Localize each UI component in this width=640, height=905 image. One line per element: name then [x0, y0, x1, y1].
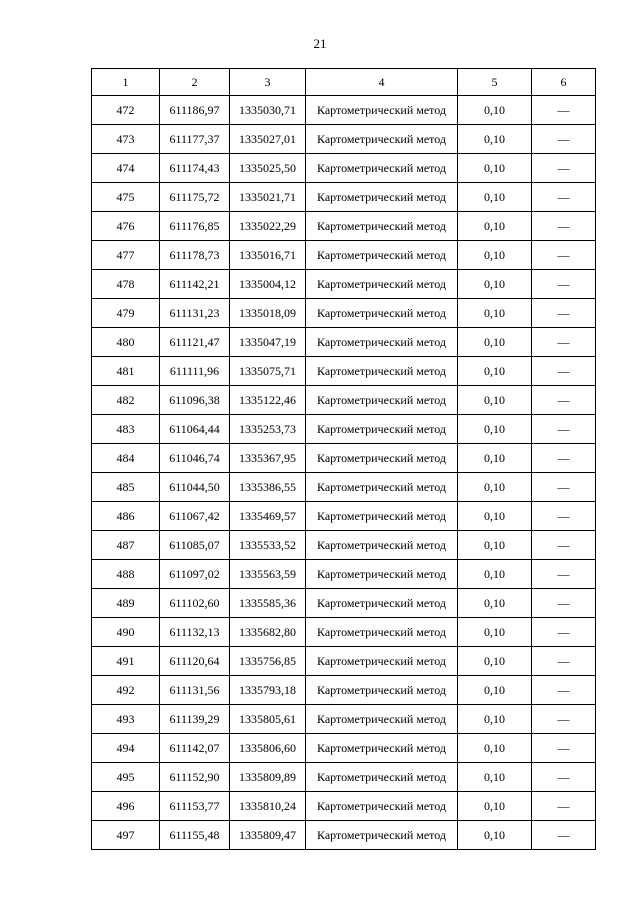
x-coordinate-cell: 611152,90	[160, 763, 230, 792]
method-cell: Картометрический метод	[306, 502, 458, 531]
table-row	[92, 763, 596, 792]
y-coordinate-cell: 1335805,61	[230, 705, 306, 734]
table-row	[92, 96, 596, 125]
method-cell: Картометрический метод	[306, 531, 458, 560]
method-cell: Картометрический метод	[306, 734, 458, 763]
accuracy-cell: 0,10	[458, 328, 532, 357]
point-number-cell: 486	[92, 502, 160, 531]
method-cell: Картометрический метод	[306, 676, 458, 705]
accuracy-cell: 0,10	[458, 560, 532, 589]
note-cell: —	[532, 357, 596, 386]
note-cell: —	[532, 386, 596, 415]
method-cell: Картометрический метод	[306, 705, 458, 734]
y-coordinate-cell: 1335122,46	[230, 386, 306, 415]
y-coordinate-cell: 1335047,19	[230, 328, 306, 357]
table-row	[92, 328, 596, 357]
table-row	[92, 154, 596, 183]
table-row	[92, 502, 596, 531]
column-header: 4	[306, 69, 458, 96]
x-coordinate-cell: 611132,13	[160, 618, 230, 647]
x-coordinate-cell: 611067,42	[160, 502, 230, 531]
y-coordinate-cell: 1335016,71	[230, 241, 306, 270]
method-cell: Картометрический метод	[306, 154, 458, 183]
x-coordinate-cell: 611044,50	[160, 473, 230, 502]
point-number-cell: 487	[92, 531, 160, 560]
table-body	[92, 96, 596, 850]
x-coordinate-cell: 611186,97	[160, 96, 230, 125]
table-header	[92, 69, 596, 96]
point-number-cell: 472	[92, 96, 160, 125]
accuracy-cell: 0,10	[458, 125, 532, 154]
x-coordinate-cell: 611178,73	[160, 241, 230, 270]
point-number-cell: 480	[92, 328, 160, 357]
note-cell: —	[532, 560, 596, 589]
point-number-cell: 497	[92, 821, 160, 850]
y-coordinate-cell: 1335533,52	[230, 531, 306, 560]
note-cell: —	[532, 212, 596, 241]
accuracy-cell: 0,10	[458, 444, 532, 473]
table-row	[92, 212, 596, 241]
accuracy-cell: 0,10	[458, 299, 532, 328]
table-row	[92, 241, 596, 270]
column-header: 3	[230, 69, 306, 96]
point-number-cell: 475	[92, 183, 160, 212]
y-coordinate-cell: 1335810,24	[230, 792, 306, 821]
y-coordinate-cell: 1335809,89	[230, 763, 306, 792]
point-number-cell: 482	[92, 386, 160, 415]
note-cell: —	[532, 618, 596, 647]
accuracy-cell: 0,10	[458, 473, 532, 502]
y-coordinate-cell: 1335809,47	[230, 821, 306, 850]
method-cell: Картометрический метод	[306, 647, 458, 676]
point-number-cell: 491	[92, 647, 160, 676]
y-coordinate-cell: 1335018,09	[230, 299, 306, 328]
x-coordinate-cell: 611139,29	[160, 705, 230, 734]
accuracy-cell: 0,10	[458, 357, 532, 386]
x-coordinate-cell: 611176,85	[160, 212, 230, 241]
x-coordinate-cell: 611085,07	[160, 531, 230, 560]
accuracy-cell: 0,10	[458, 618, 532, 647]
method-cell: Картометрический метод	[306, 241, 458, 270]
accuracy-cell: 0,10	[458, 415, 532, 444]
header-row	[92, 69, 596, 96]
table-row	[92, 183, 596, 212]
y-coordinate-cell: 1335027,01	[230, 125, 306, 154]
x-coordinate-cell: 611142,07	[160, 734, 230, 763]
point-number-cell: 496	[92, 792, 160, 821]
table-row	[92, 444, 596, 473]
column-header: 2	[160, 69, 230, 96]
x-coordinate-cell: 611102,60	[160, 589, 230, 618]
point-number-cell: 490	[92, 618, 160, 647]
table-row	[92, 560, 596, 589]
note-cell: —	[532, 183, 596, 212]
x-coordinate-cell: 611111,96	[160, 357, 230, 386]
method-cell: Картометрический метод	[306, 357, 458, 386]
accuracy-cell: 0,10	[458, 154, 532, 183]
y-coordinate-cell: 1335025,50	[230, 154, 306, 183]
y-coordinate-cell: 1335756,85	[230, 647, 306, 676]
method-cell: Картометрический метод	[306, 125, 458, 154]
method-cell: Картометрический метод	[306, 183, 458, 212]
x-coordinate-cell: 611131,56	[160, 676, 230, 705]
note-cell: —	[532, 415, 596, 444]
point-number-cell: 485	[92, 473, 160, 502]
x-coordinate-cell: 611142,21	[160, 270, 230, 299]
x-coordinate-cell: 611175,72	[160, 183, 230, 212]
table-row	[92, 386, 596, 415]
table-row	[92, 270, 596, 299]
point-number-cell: 494	[92, 734, 160, 763]
accuracy-cell: 0,10	[458, 647, 532, 676]
note-cell: —	[532, 792, 596, 821]
note-cell: —	[532, 125, 596, 154]
y-coordinate-cell: 1335386,55	[230, 473, 306, 502]
page-number: 21	[313, 36, 327, 51]
method-cell: Картометрический метод	[306, 299, 458, 328]
accuracy-cell: 0,10	[458, 531, 532, 560]
point-number-cell: 493	[92, 705, 160, 734]
x-coordinate-cell: 611120,64	[160, 647, 230, 676]
note-cell: —	[532, 676, 596, 705]
y-coordinate-cell: 1335021,71	[230, 183, 306, 212]
column-header: 5	[458, 69, 532, 96]
table-row	[92, 821, 596, 850]
y-coordinate-cell: 1335367,95	[230, 444, 306, 473]
y-coordinate-cell: 1335469,57	[230, 502, 306, 531]
note-cell: —	[532, 531, 596, 560]
method-cell: Картометрический метод	[306, 618, 458, 647]
column-header: 1	[92, 69, 160, 96]
method-cell: Картометрический метод	[306, 415, 458, 444]
table-row	[92, 618, 596, 647]
accuracy-cell: 0,10	[458, 821, 532, 850]
note-cell: —	[532, 734, 596, 763]
method-cell: Картометрический метод	[306, 792, 458, 821]
point-number-cell: 483	[92, 415, 160, 444]
accuracy-cell: 0,10	[458, 792, 532, 821]
note-cell: —	[532, 763, 596, 792]
x-coordinate-cell: 611064,44	[160, 415, 230, 444]
table-row	[92, 473, 596, 502]
method-cell: Картометрический метод	[306, 212, 458, 241]
note-cell: —	[532, 502, 596, 531]
point-number-cell: 477	[92, 241, 160, 270]
method-cell: Картометрический метод	[306, 560, 458, 589]
accuracy-cell: 0,10	[458, 502, 532, 531]
x-coordinate-cell: 611046,74	[160, 444, 230, 473]
point-number-cell: 484	[92, 444, 160, 473]
point-number-cell: 489	[92, 589, 160, 618]
point-number-cell: 476	[92, 212, 160, 241]
y-coordinate-cell: 1335004,12	[230, 270, 306, 299]
note-cell: —	[532, 270, 596, 299]
x-coordinate-cell: 611096,38	[160, 386, 230, 415]
table-row	[92, 589, 596, 618]
y-coordinate-cell: 1335585,36	[230, 589, 306, 618]
accuracy-cell: 0,10	[458, 676, 532, 705]
note-cell: —	[532, 821, 596, 850]
accuracy-cell: 0,10	[458, 386, 532, 415]
column-header: 6	[532, 69, 596, 96]
table-row	[92, 647, 596, 676]
x-coordinate-cell: 611097,02	[160, 560, 230, 589]
y-coordinate-cell: 1335563,59	[230, 560, 306, 589]
table-row	[92, 125, 596, 154]
table-row	[92, 676, 596, 705]
note-cell: —	[532, 473, 596, 502]
table-row	[92, 792, 596, 821]
point-number-cell: 492	[92, 676, 160, 705]
table-row	[92, 705, 596, 734]
note-cell: —	[532, 96, 596, 125]
y-coordinate-cell: 1335793,18	[230, 676, 306, 705]
method-cell: Картометрический метод	[306, 821, 458, 850]
y-coordinate-cell: 1335806,60	[230, 734, 306, 763]
accuracy-cell: 0,10	[458, 212, 532, 241]
y-coordinate-cell: 1335022,29	[230, 212, 306, 241]
x-coordinate-cell: 611155,48	[160, 821, 230, 850]
note-cell: —	[532, 241, 596, 270]
method-cell: Картометрический метод	[306, 473, 458, 502]
point-number-cell: 474	[92, 154, 160, 183]
note-cell: —	[532, 647, 596, 676]
table-row	[92, 299, 596, 328]
table-row	[92, 415, 596, 444]
note-cell: —	[532, 328, 596, 357]
point-number-cell: 488	[92, 560, 160, 589]
accuracy-cell: 0,10	[458, 734, 532, 763]
accuracy-cell: 0,10	[458, 241, 532, 270]
point-number-cell: 478	[92, 270, 160, 299]
method-cell: Картометрический метод	[306, 328, 458, 357]
x-coordinate-cell: 611174,43	[160, 154, 230, 183]
accuracy-cell: 0,10	[458, 705, 532, 734]
note-cell: —	[532, 444, 596, 473]
y-coordinate-cell: 1335075,71	[230, 357, 306, 386]
method-cell: Картометрический метод	[306, 96, 458, 125]
note-cell: —	[532, 705, 596, 734]
x-coordinate-cell: 611153,77	[160, 792, 230, 821]
x-coordinate-cell: 611131,23	[160, 299, 230, 328]
method-cell: Картометрический метод	[306, 270, 458, 299]
point-number-cell: 479	[92, 299, 160, 328]
accuracy-cell: 0,10	[458, 96, 532, 125]
coordinates-table	[91, 68, 596, 850]
point-number-cell: 481	[92, 357, 160, 386]
table-row	[92, 357, 596, 386]
point-number-cell: 473	[92, 125, 160, 154]
note-cell: —	[532, 154, 596, 183]
note-cell: —	[532, 589, 596, 618]
y-coordinate-cell: 1335030,71	[230, 96, 306, 125]
method-cell: Картометрический метод	[306, 386, 458, 415]
y-coordinate-cell: 1335253,73	[230, 415, 306, 444]
accuracy-cell: 0,10	[458, 589, 532, 618]
accuracy-cell: 0,10	[458, 270, 532, 299]
x-coordinate-cell: 611121,47	[160, 328, 230, 357]
method-cell: Картометрический метод	[306, 444, 458, 473]
table-row	[92, 734, 596, 763]
x-coordinate-cell: 611177,37	[160, 125, 230, 154]
accuracy-cell: 0,10	[458, 763, 532, 792]
point-number-cell: 495	[92, 763, 160, 792]
accuracy-cell: 0,10	[458, 183, 532, 212]
table-row	[92, 531, 596, 560]
y-coordinate-cell: 1335682,80	[230, 618, 306, 647]
method-cell: Картометрический метод	[306, 589, 458, 618]
method-cell: Картометрический метод	[306, 763, 458, 792]
note-cell: —	[532, 299, 596, 328]
